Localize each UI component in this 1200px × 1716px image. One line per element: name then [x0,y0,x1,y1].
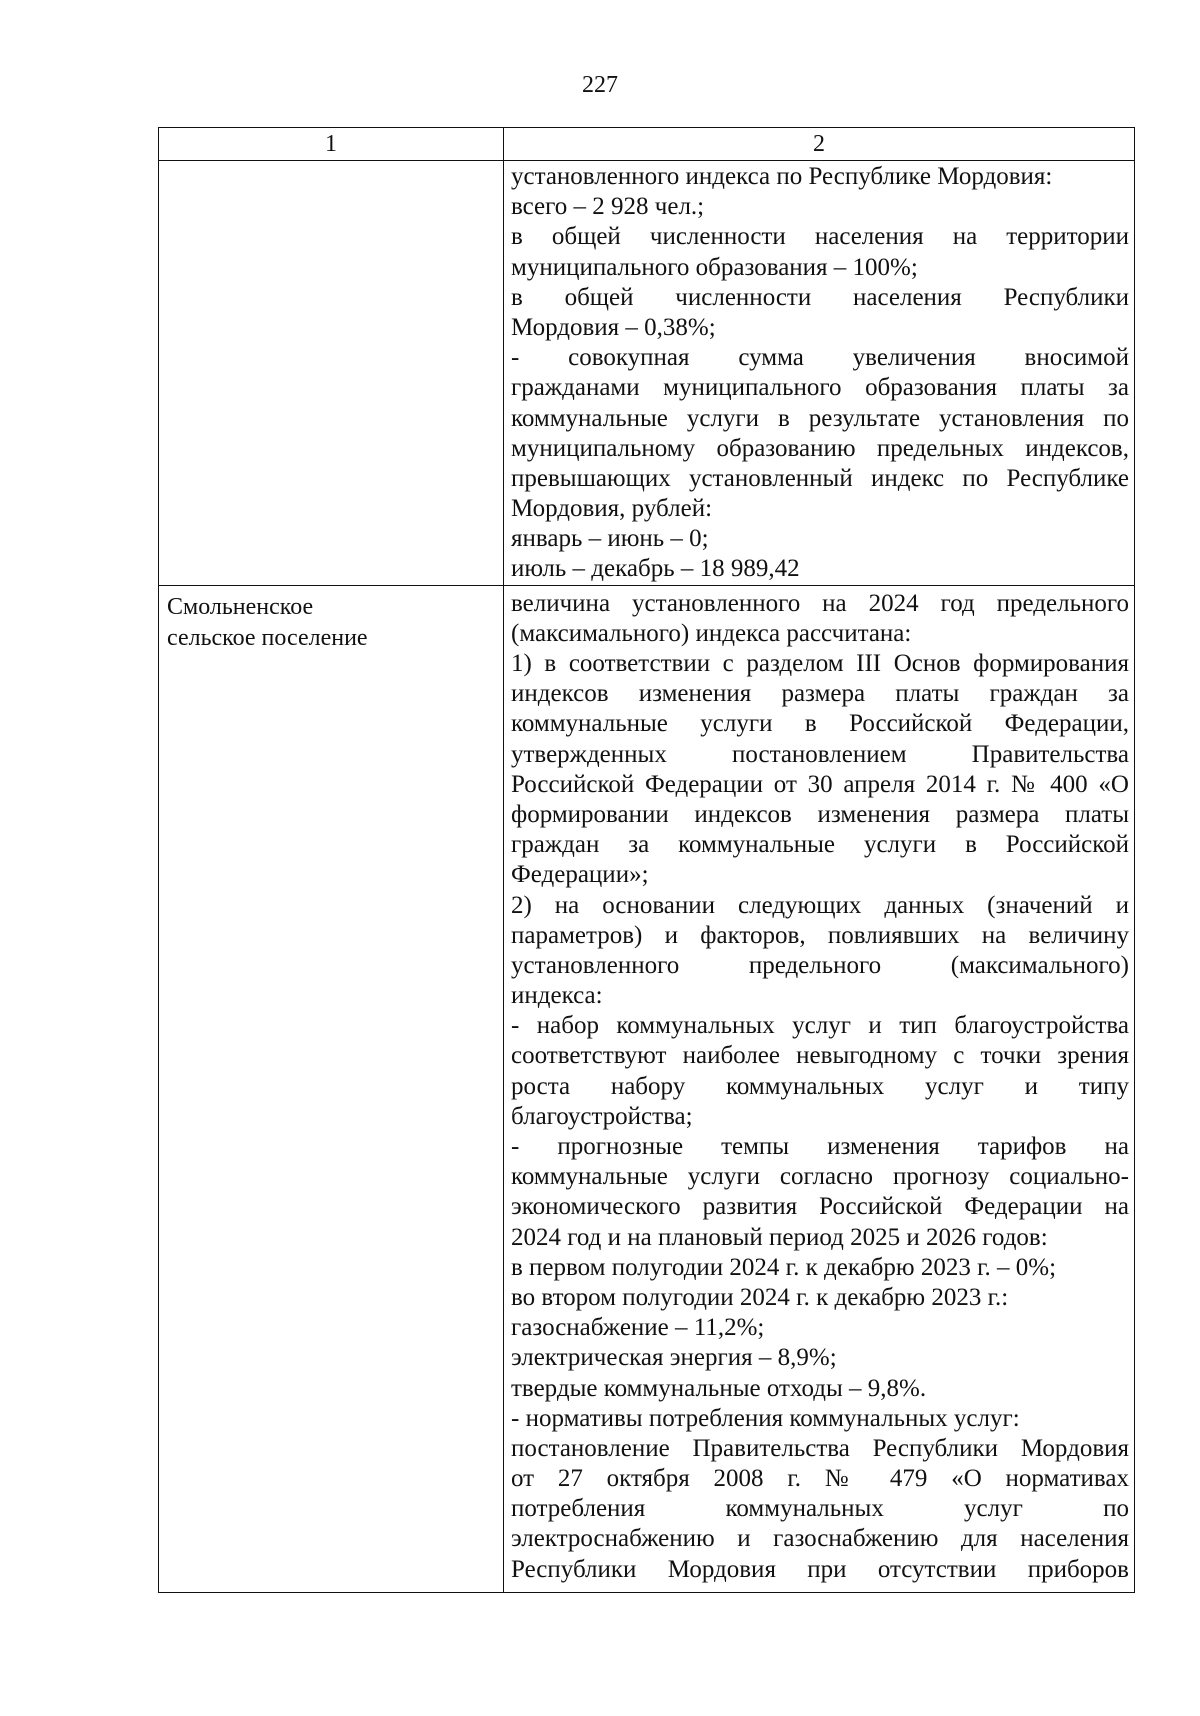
text-line: индекса: [511,982,603,1010]
text-line: - набор коммунальных услуг и тип благоустройства [511,1012,1129,1040]
municipality-name-line: Смольненское [167,593,314,620]
text-line: потребления коммунальных услуг по [511,1495,1129,1523]
text-line: роста набору коммунальных услуг и типу [511,1072,1129,1100]
table-row [159,161,1135,586]
text-line: июль – декабрь – 18 989,42 [511,555,800,583]
text-line: Мордовия – 0,38%; [511,313,716,341]
text-line: коммунальные услуги в Российской Федерации, [511,710,1129,738]
text-line: постановление Правительства Республики Мордовия [511,1434,1129,1462]
table-row [159,585,1135,1592]
text-line: 2024 год и на плановый период 2025 и 2026 годов: [511,1223,1048,1251]
row-2-col1-cell [159,585,504,1592]
text-line: в общей численности населения на территории [511,223,1129,251]
text-line: - совокупная сумма увеличения вносимой [511,344,1129,372]
text-line: индексов изменения размера платы граждан за [511,680,1129,708]
text-line: в общей численности населения Республики [511,283,1129,311]
column-header-2: 2 [504,128,1135,161]
text-line: граждан за коммунальные услуги в Российской [511,831,1129,859]
text-line: газоснабжение – 11,2%; [511,1314,765,1342]
table-header-row [159,128,1135,161]
text-line: муниципальному образованию предельных индексов, [511,434,1129,462]
text-line: благоустройства; [511,1102,693,1130]
text-line: Республики Мордовия при отсутствии приборов [511,1555,1129,1583]
text-line: в первом полугодии 2024 г. к декабрю 2023 г. – 0%; [511,1253,1057,1281]
text-line: формировании индексов изменения размера платы [511,800,1129,828]
text-line: всего – 2 928 чел.; [511,193,705,221]
row-2-col2-cell [504,585,1135,1592]
text-line: электрическая энергия – 8,9%; [511,1344,837,1372]
document-table [158,127,1135,1593]
text-line: Мордовия, рублей: [511,495,713,523]
text-line: 1) в соответствии с разделом III Основ формирования [511,650,1129,677]
text-line: коммунальные услуги согласно прогнозу социально- [511,1163,1129,1191]
text-line: - нормативы потребления коммунальных услуг: [511,1404,1020,1432]
text-line: январь – июнь – 0; [511,525,709,553]
municipality-name-line: сельское поселение [167,624,368,651]
text-line: 2) на основании следующих данных (значений и [511,891,1129,919]
page-number: 227 [582,72,618,98]
row-1-col1-cell [159,161,504,586]
text-line: твердые коммунальные отходы – 9,8%. [511,1374,927,1402]
text-line: Федерации»; [511,861,649,889]
column-header-1: 1 [159,128,504,161]
row-1-col2-cell [504,161,1135,586]
text-line: электроснабжению и газоснабжению для населения [511,1525,1129,1553]
text-line: соответствуют наиболее невыгодному с точки зрения [511,1042,1129,1070]
text-line: превышающих установленный индекс по Республике [511,464,1129,492]
text-line: - прогнозные темпы изменения тарифов на [511,1133,1129,1160]
text-line: Российской Федерации от 30 апреля 2014 г. № 400 «О [511,770,1129,798]
text-line: коммунальные услуги в результате установления по [511,404,1129,432]
text-line: установленного предельного (максимального) [511,951,1129,979]
text-line: экономического развития Российской Федерации на [511,1193,1129,1221]
text-line: утвержденных постановлением Правительства [511,740,1129,768]
text-line: величина установленного на 2024 год предельного [511,589,1129,617]
text-line: от 27 октября 2008 г. № 479 «О нормативах [511,1465,1129,1493]
text-line: (максимального) индекса рассчитана: [511,619,912,647]
text-line: муниципального образования – 100%; [511,253,918,281]
text-line: установленного индекса по Республике Мордовия: [511,163,1053,190]
text-line: во втором полугодии 2024 г. к декабрю 2023 г.: [511,1283,1009,1311]
text-line: гражданами муниципального образования платы за [511,374,1129,402]
text-line: параметров) и факторов, повлиявших на величину [511,921,1129,949]
